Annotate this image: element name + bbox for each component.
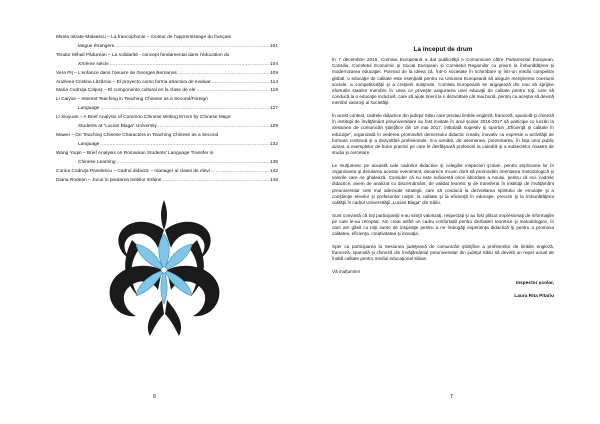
toc-line <box>56 79 278 88</box>
toc-leader-dots <box>212 79 270 88</box>
toc-line <box>56 87 278 96</box>
paragraph: Le mulţumesc pe această cale cadrelor didactice şi colegilor inspectori şcolari, pentru implicarea lor în organizarea şi derularea acestui eveniment, deoarece mi-am dorit să promovăm orientarea metodologică şi valorile care ne ghidează. Consider că nu este suficientă orice abordare a noului, pentru că noi, cadrele didactice, avem de analizat cu discernământ, de validat teoretic şi de transferat în instituţii de învăţământ preuniversitar cele mai adecvate strategii, care să conducă la dezvoltarea spiritului de emulaţie şi a conştiinţei elevilor şi profesorilor noştri, la calitate şi la eficienţă în educaţie, precum şi la îmbunătăţirea calităţii în cadrul Universităţii „Lucian Blaga” din Sibiu. <box>332 162 554 206</box>
toc-leader-dots <box>115 43 269 52</box>
toc-leader-dots <box>178 70 269 79</box>
toc-page-number: 119 <box>270 88 278 94</box>
toc-leader-dots <box>110 61 269 70</box>
toc-entry <box>56 52 278 70</box>
toc-text: Li Xiuyuan – A Brief Analysis of Common Chinese Writing Errors by Chinese Major <box>56 115 231 121</box>
toc-text: Diana Rodean – Jocul în predarea limbilor străine <box>56 177 162 183</box>
toc-entry <box>56 132 278 150</box>
toc-entry <box>56 96 278 114</box>
toc-text: Li Caiyue – Interest Teaching in Teaching Chinese as a Second/Foreign <box>56 97 208 103</box>
toc-page-number: 127 <box>269 106 278 112</box>
toc-text: Mawei – On Teaching Chinese Characters in Teaching Chinese as a Second <box>56 132 219 138</box>
toc-leader-dots <box>100 105 269 114</box>
toc-leader-dots <box>100 141 269 150</box>
paragraph: Sunt convinsă că toţi participanţii s-au simţit valorizaţi, respectaţi şi au fost plăcut impresionaţi de informaţiile pe care le-au receptat. Am creat astfel un cadru confortabil pentru dezbateri teoretice şi metodologice, în care am găsit cu toţii surse de inspiraţie pentru a ne îmbogăţi experienţa didactică şi pentru a promova calitatea, eficienţa, creativitatea şi inovaţia. <box>332 212 554 237</box>
paragraph: Sper ca participarea la Sesiunea judeţeană de comunicări ştiinţifice a profesorilor de limbile engleză, franceză, spaniolă şi chineză din învăţământul preuniversitar din judeţul Sibiu să devină un reper anual de înaltă calitate pentru mediul educaţional sibian. <box>332 243 554 262</box>
toc-line <box>56 159 278 168</box>
toc-page-number: 104 <box>269 61 278 67</box>
toc-line <box>56 70 278 79</box>
paragraph: În acest context, cadrele didactice din judeţul Sibiu care predau limbile engleză, franceză, spaniolă şi chineză în instituţii de învăţământ preuniversitare au fost invitate în anul şcolar 2016-2017 să participe cu lucrări la Sesiunea de comunicări ştiinţifice din 19 mai 2017, intitulată sugestiv şi oportun „Eficienţă şi calitate în educaţie”, organizată în vederea promovării demersului didactic creativ, inovativ cu expresie a activităţii de formare continuă şi a dezvoltării profesionale. S-a urmărit, de asemenea, prezentarea, în fața unui public avizat, a exemplelor de bune practici pe care le desfăşoară profesorii la catedră şi a subiectelor noastre de studiu şi cercetare. <box>332 113 554 156</box>
toc-page-number: 132 <box>269 141 278 147</box>
page-title: La început de drum <box>413 46 473 53</box>
toc-line <box>56 168 278 177</box>
toc-line <box>56 43 278 52</box>
toc-page-number: 135 <box>269 159 278 165</box>
toc-entry <box>56 177 278 186</box>
toc-text: langue étrangère <box>78 43 115 49</box>
toc-text: Mirela Istrate-Malaescu – La francophonie – moteur de l’apprentissage du français <box>56 35 231 40</box>
right-page <box>300 0 600 424</box>
toc-entry <box>56 114 278 132</box>
paragraph: Vă mulţumim! <box>332 268 361 274</box>
toc-text: Wang Yuqin – Brief Analysis on Romanian Students’ Language Transfer in <box>56 150 214 156</box>
page-number-right: 7 <box>450 394 454 400</box>
table-of-contents <box>56 34 278 185</box>
toc-text: Maria Codruţa Colpoş – El componente cultural en la clase de ele <box>56 88 196 94</box>
toc-leader-dots <box>117 159 269 168</box>
page-number-left: 6 <box>153 394 157 400</box>
toc-text: Students at “Lucian Blaga” University <box>78 124 157 130</box>
foreword-body <box>332 57 554 300</box>
floral-tribal-ornament <box>92 200 237 340</box>
toc-entry <box>56 87 278 96</box>
toc-line <box>56 34 278 43</box>
toc-page-number: 129 <box>269 124 278 130</box>
toc-leader-dots <box>158 123 269 132</box>
toc-text: Language <box>78 141 100 147</box>
toc-page-number: 109 <box>269 70 278 76</box>
toc-leader-dots <box>211 168 269 177</box>
toc-text: Andreea Cristina Lăzăroiu – El proyecto como forma atractiva de evaluar <box>56 79 211 85</box>
paragraph: În 7 decembrie 2016, Comisia Europeană a dat publicităţii o Comunicare către Parlamentul European, Consiliu, Comitetul Economic şi Social European şi Comitetul Regiunilor cu privire la îmbunătăţirea şi modernizarea educaţiei. Pornind de la ideea că, într-o societate în schimbare şi într-un mediu competitiv global, o educaţie de calitate este esenţială pentru ca Uniunea Europeană să asigure menţinerea coeziunii sociale, a competitivităţii şi a creşterii susţinute, Comisia Europeană se angajează din nou să sprijine eforturile statelor membre în ceea ce priveşte asigurarea unei educaţii de calitate pentru toţi, care să conducă la o educaţie incluzivă, care să ajute tinerii la o dezvoltare cât mai bună, pentru ca aceştia să devină membri valoroşi ai societăţii. <box>332 57 554 106</box>
toc-text: Language <box>78 106 100 112</box>
toc-line <box>56 177 278 186</box>
toc-leader-dots <box>162 177 269 186</box>
toc-entry <box>56 150 278 168</box>
toc-line <box>56 61 278 70</box>
toc-entry <box>56 34 278 52</box>
toc-page-number: 149 <box>269 177 278 183</box>
toc-page-number: 101 <box>269 43 278 49</box>
signature-name: Laura Rita Pitariu <box>514 293 554 299</box>
toc-text: Corina Codruţa Pavelescu – Cadrul didactic – manager al clasei de elevi <box>56 168 210 174</box>
toc-leader-dots <box>196 87 269 96</box>
signature-role: Inspector şcolar, <box>515 281 554 287</box>
toc-line <box>56 132 278 141</box>
toc-line <box>56 123 278 132</box>
toc-line <box>56 141 278 150</box>
toc-entry <box>56 168 278 177</box>
toc-text: Vera Piţ – L’enfance dans l’oeuvre de Georges Bernanos <box>56 70 177 76</box>
toc-page-number: 142 <box>269 168 278 174</box>
toc-text: Chinese Learning <box>78 159 116 165</box>
toc-line <box>56 52 278 61</box>
toc-entry <box>56 79 278 88</box>
toc-line <box>56 96 278 105</box>
toc-text: Teodor Mihail Pădurean – La solidarité - concept fondamental dans l’éducation du <box>56 52 230 58</box>
toc-page-number: 114 <box>270 79 278 85</box>
toc-text: XXIème siècle <box>78 61 109 67</box>
toc-line <box>56 150 278 159</box>
toc-line <box>56 114 278 123</box>
toc-line <box>56 105 278 114</box>
toc-entry <box>56 70 278 79</box>
